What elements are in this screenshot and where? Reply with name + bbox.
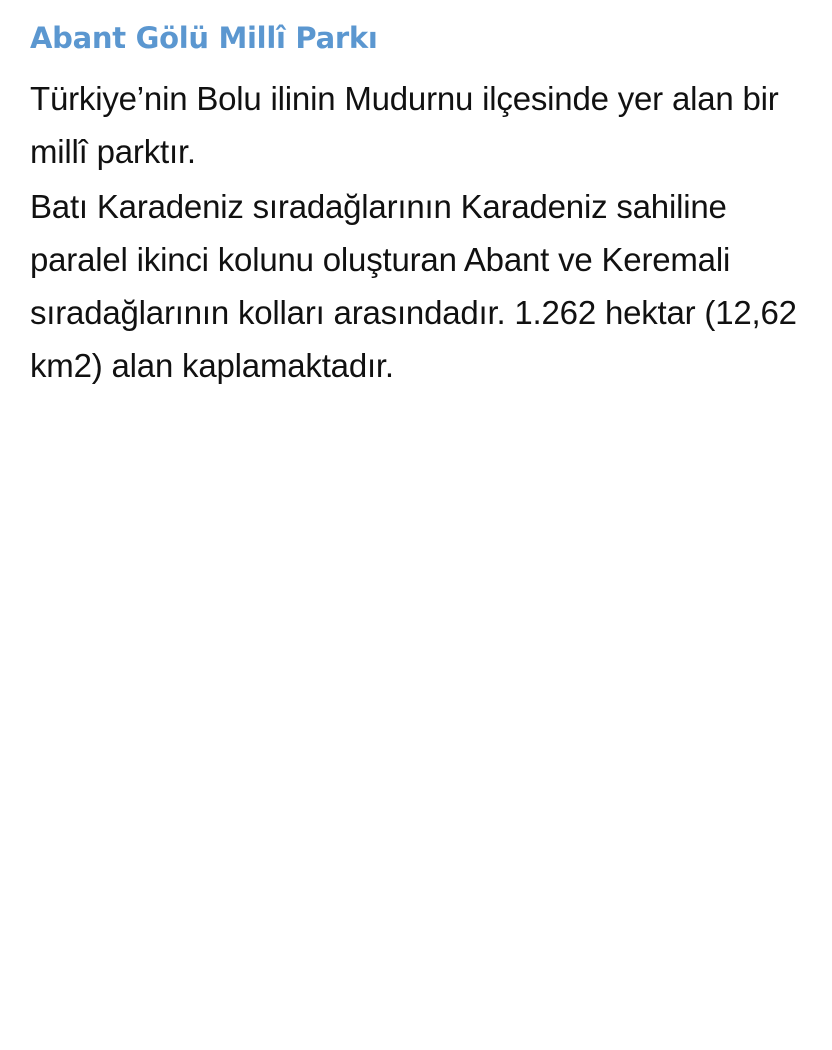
article-title: Abant Gölü Millî Parkı	[30, 21, 378, 55]
article	[30, 18, 810, 394]
article-paragraph: Batı Karadeniz sıradağlarının Karadeniz sahiline paralel ikinci kolunu oluşturan Abant ve Keremali sıradağlarının kolları arasındadır. 1.262 hektar (12,62 km2) alan kaplamaktadır.	[30, 188, 797, 384]
article-paragraph: Türkiye’nin Bolu ilinin Mudurnu ilçesinde yer alan bir millî parktır.	[30, 80, 779, 170]
